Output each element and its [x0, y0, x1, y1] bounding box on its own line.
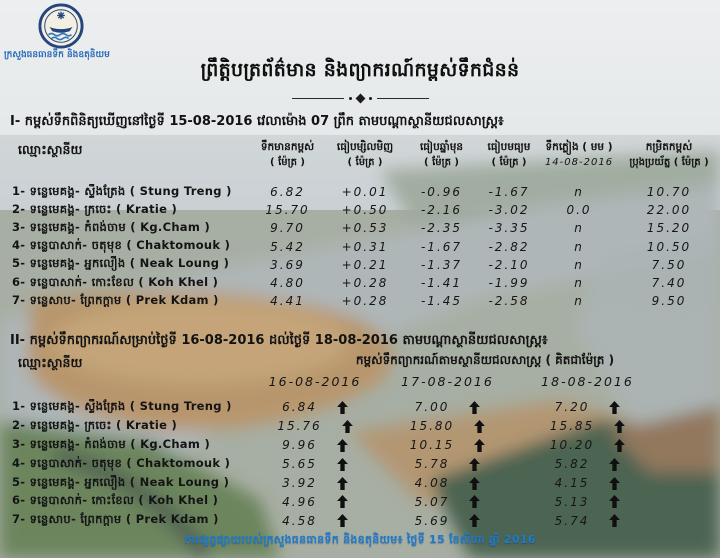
spacer [0, 374, 250, 389]
forecast-value: 5.07 [414, 494, 450, 509]
up-arrow-icon [469, 514, 480, 527]
col-label: ទឹកភ្លៀង ( មម ) [545, 141, 613, 153]
forecast-value: 15.80 [409, 419, 455, 434]
water-level-value: 4.41 [270, 294, 305, 309]
vs-last-year-value: -0.96 [420, 185, 463, 200]
station-name: 4- ទន្លេបាសាក់- ចតុមុខ ( Chaktomouk ) [12, 238, 231, 253]
publication-note: ការផ្សព្វផ្សាយរបស់ក្រសួងធនធានទឹក និងឧតុនិយម៖ ថ្ងៃទី 15 ខែសីហា ឆ្នាំ 2016 [184, 533, 536, 546]
station-name: 2- ទន្លេមេគង្គ- ក្រចេះ ( Kratie ) [12, 417, 178, 432]
forecast-cell [250, 419, 380, 433]
vs-last-year-value: -2.35 [420, 221, 463, 236]
forecast-cell [515, 419, 660, 433]
table-row [0, 201, 720, 219]
bulletin-title: ព្រឹត្តិបត្រព័ត៌មាន និងព្យាករណ៍កម្ពស់ទឹកជំនន់ [200, 59, 520, 81]
col-unit: ( ម៉ែត្រ ) [424, 157, 459, 169]
table-row [0, 219, 720, 237]
forecast-value: 5.65 [282, 457, 317, 472]
divider-diamond-icon [355, 94, 365, 104]
observed-table-header [0, 139, 720, 171]
up-arrow-icon [469, 477, 480, 490]
col-vs-average [478, 139, 540, 171]
spacer [660, 374, 720, 389]
table-row [0, 492, 720, 511]
vs-average-value: -1.67 [488, 185, 530, 200]
up-arrow-icon [474, 420, 485, 433]
station-name: 5- ទន្លេមេគង្គ- អ្នកលឿង ( Neak Loung ) [12, 256, 230, 271]
forecast-value: 10.15 [409, 438, 455, 453]
ministry-name: ក្រសួងធនធានទឹក និងឧតុនិយម [4, 50, 110, 60]
vs-last-year-value: -1.41 [420, 276, 463, 291]
water-level-value: 5.42 [270, 239, 305, 254]
ministry-seal-icon [36, 3, 86, 49]
alert-level-value: 22.00 [646, 203, 692, 218]
rainfall-value: 0.0 [566, 203, 592, 218]
forecast-columns-label: កម្ពស់ទឹកព្យាករណ៍តាមស្ថានីយជលសាស្ត្រ ( គិតជាម៉ែត្រ ) [355, 353, 615, 367]
forecast-value: 5.13 [554, 494, 590, 509]
water-level-value: 9.70 [270, 221, 305, 236]
divider-line [377, 98, 429, 99]
up-arrow-icon [337, 458, 348, 471]
water-level-value: 4.80 [270, 276, 305, 291]
table-row [0, 417, 720, 436]
forecast-value: 5.82 [554, 457, 590, 472]
forecast-value: 5.78 [414, 457, 450, 472]
station-name: 5- ទន្លេមេគង្គ- អ្នកលឿង ( Neak Loung ) [12, 474, 230, 489]
rainfall-value: n [574, 239, 584, 254]
table-row [0, 455, 720, 474]
vs-yesterday-value: +0.28 [341, 276, 389, 291]
divider-dot [349, 97, 352, 100]
forecast-value: 5.74 [554, 513, 590, 528]
forecast-cell [250, 495, 380, 509]
station-name: 1- ទន្លេមេគង្គ- ស្ទឹងត្រែង ( Stung Treng ) [12, 398, 232, 413]
col-vs-last-year [405, 139, 478, 171]
station-name: 2- ទន្លេមេគង្គ- ក្រចេះ ( Kratie ) [12, 201, 178, 216]
col-unit: ( ម៉ែត្រ ) [491, 157, 527, 169]
table-row [0, 238, 720, 256]
col-label: ធៀបឆ្នាំមុន [419, 141, 464, 153]
forecast-cell [380, 419, 515, 433]
vs-average-value: -3.35 [488, 221, 530, 236]
alert-level-value: 10.50 [646, 239, 692, 254]
forecast-cell [380, 476, 515, 490]
vs-average-value: -2.82 [488, 239, 530, 254]
up-arrow-icon [469, 495, 480, 508]
station-name: 1- ទន្លេមេគង្គ- ស្ទឹងត្រែង ( Stung Treng ) [12, 183, 232, 198]
up-arrow-icon [614, 439, 625, 452]
forecast-table-subheader [0, 352, 720, 374]
up-arrow-icon [609, 495, 620, 508]
observed-table-body [0, 183, 720, 310]
up-arrow-icon [337, 514, 348, 527]
rainfall-value: n [574, 185, 584, 200]
rainfall-value: n [574, 294, 584, 309]
forecast-date-header [0, 374, 720, 389]
forecast-value: 15.76 [277, 419, 322, 434]
station-name: 3- ទន្លេមេគង្គ- កំពង់ចាម ( Kg.Cham ) [12, 219, 211, 234]
table-row [0, 183, 720, 201]
forecast-value: 7.00 [414, 400, 450, 415]
table-row [0, 274, 720, 292]
vs-yesterday-value: +0.01 [341, 185, 389, 200]
col-water-level [250, 139, 325, 171]
forecast-value: 15.85 [549, 419, 595, 434]
forecast-cell [515, 514, 660, 528]
up-arrow-icon [337, 477, 348, 490]
col-label: ទឹកមានកម្ពស់ [260, 141, 315, 153]
forecast-date-1: 16-08-2016 [268, 374, 362, 389]
divider-dot [369, 97, 372, 100]
rainfall-value: n [574, 276, 584, 291]
table-row [0, 436, 720, 455]
table-row [0, 256, 720, 274]
vs-yesterday-value: +0.31 [341, 239, 389, 254]
table-row [0, 292, 720, 310]
forecast-cell [515, 476, 660, 490]
forecast-table-body [0, 398, 720, 530]
table-row [0, 398, 720, 417]
table-row [0, 511, 720, 530]
up-arrow-icon [337, 495, 348, 508]
water-level-value: 15.70 [265, 203, 310, 218]
up-arrow-icon [609, 514, 620, 527]
up-arrow-icon [609, 401, 620, 414]
title-divider [0, 95, 720, 102]
forecast-value: 10.20 [549, 438, 595, 453]
col-label: ធៀបម្សិលមិញ [336, 141, 394, 153]
vs-yesterday-value: +0.21 [341, 257, 389, 272]
station-name: 6- ទន្លេបាសាក់- កោះខែល ( Koh Khel ) [12, 274, 219, 289]
col-label: ធៀបមធ្យម [487, 141, 531, 153]
forecast-date-3: 18-08-2016 [541, 374, 634, 389]
col-rainfall [540, 139, 618, 171]
forecast-value: 6.84 [282, 400, 317, 415]
forecast-cell [250, 400, 380, 414]
forecast-cell [380, 400, 515, 414]
up-arrow-icon [337, 439, 348, 452]
forecast-section-heading: II- កម្ពស់ទឹកព្យាករណ៍សម្រាប់ថ្ងៃទី 16-08-2016 ដល់ថ្ងៃទី 18-08-2016 តាមបណ្ដាស្ថានីយជលសាស្ត្រ៖ [10, 333, 548, 348]
alert-level-value: 7.40 [651, 276, 687, 291]
col-alert-level [618, 139, 720, 171]
station-name: 6- ទន្លេបាសាក់- កោះខែល ( Koh Khel ) [12, 493, 219, 508]
col-rainfall-date: 14-08-2016 [544, 157, 614, 169]
forecast-value: 3.92 [282, 476, 317, 490]
up-arrow-icon [469, 458, 480, 471]
forecast-date-2: 17-08-2016 [401, 374, 494, 389]
water-level-value: 3.69 [270, 257, 305, 272]
vs-yesterday-value: +0.28 [341, 294, 389, 309]
forecast-cell [515, 495, 660, 509]
vs-last-year-value: -1.37 [420, 257, 463, 272]
rainfall-value: n [574, 221, 584, 236]
vs-average-value: -3.02 [488, 203, 530, 218]
table-row [0, 474, 720, 493]
vs-average-value: -2.10 [488, 257, 530, 272]
forecast-cell [380, 457, 515, 471]
station-name-header: ឈ្មោះស្ថានីយ [18, 355, 83, 370]
vs-last-year-value: -2.16 [420, 203, 463, 218]
vs-last-year-value: -1.45 [420, 294, 463, 309]
col-unit: ( ម៉ែត្រ ) [347, 157, 383, 169]
up-arrow-icon [469, 401, 480, 414]
alert-level-value: 10.70 [646, 185, 692, 200]
vs-average-value: -2.58 [488, 294, 530, 309]
forecast-value: 4.58 [282, 513, 317, 528]
forecast-value: 7.20 [554, 400, 590, 415]
up-arrow-icon [474, 439, 485, 452]
forecast-value: 9.96 [282, 438, 317, 453]
vs-yesterday-value: +0.50 [341, 203, 389, 218]
forecast-cell [250, 438, 380, 452]
station-name: 7- ទន្លេសាប- ព្រែកក្ដាម ( Prek Kdam ) [12, 292, 219, 307]
col-label: កម្រិតកម្ពស់ [645, 141, 693, 153]
forecast-cell [380, 514, 515, 528]
alert-level-value: 9.50 [651, 294, 687, 309]
forecast-cell [380, 438, 515, 452]
forecast-cell [380, 495, 515, 509]
up-arrow-icon [342, 420, 353, 433]
station-name-header: ឈ្មោះស្ថានីយ [18, 142, 83, 157]
col-vs-yesterday [325, 139, 405, 171]
forecast-value: 4.96 [282, 494, 317, 509]
water-level-value: 6.82 [270, 185, 305, 200]
forecast-value: 4.15 [554, 476, 590, 490]
vs-yesterday-value: +0.53 [341, 221, 389, 236]
col-unit: ប្រុងប្រយ័ត្ន ( ម៉ែត្រ ) [629, 157, 709, 169]
station-name: 4- ទន្លេបាសាក់- ចតុមុខ ( Chaktomouk ) [12, 455, 231, 470]
vs-average-value: -1.99 [488, 276, 530, 291]
forecast-cell [515, 438, 660, 452]
up-arrow-icon [614, 420, 625, 433]
forecast-value: 5.69 [414, 513, 450, 528]
forecast-cell [250, 457, 380, 471]
forecast-cell [250, 476, 380, 490]
forecast-cell [250, 514, 380, 528]
forecast-cell [515, 457, 660, 471]
forecast-value: 4.08 [414, 476, 450, 490]
up-arrow-icon [609, 477, 620, 490]
up-arrow-icon [337, 401, 348, 414]
vs-last-year-value: -1.67 [420, 239, 463, 254]
forecast-cell [515, 400, 660, 414]
rainfall-value: n [574, 257, 584, 272]
col-unit: ( ម៉ែត្រ ) [270, 157, 305, 169]
up-arrow-icon [609, 458, 620, 471]
alert-level-value: 15.20 [646, 221, 692, 236]
observed-section-heading: I- កម្ពស់ទឹកពិនិត្យឃើញនៅថ្ងៃទី 15-08-2016 វេលាម៉ោង 07 ព្រឹក តាមបណ្ដាស្ថានីយជលសាស្ត្រ៖ [10, 114, 504, 129]
alert-level-value: 7.50 [651, 257, 687, 272]
divider-line [292, 98, 344, 99]
station-name: 3- ទន្លេមេគង្គ- កំពង់ចាម ( Kg.Cham ) [12, 436, 211, 451]
station-name: 7- ទន្លេសាប- ព្រែកក្ដាម ( Prek Kdam ) [12, 512, 219, 527]
